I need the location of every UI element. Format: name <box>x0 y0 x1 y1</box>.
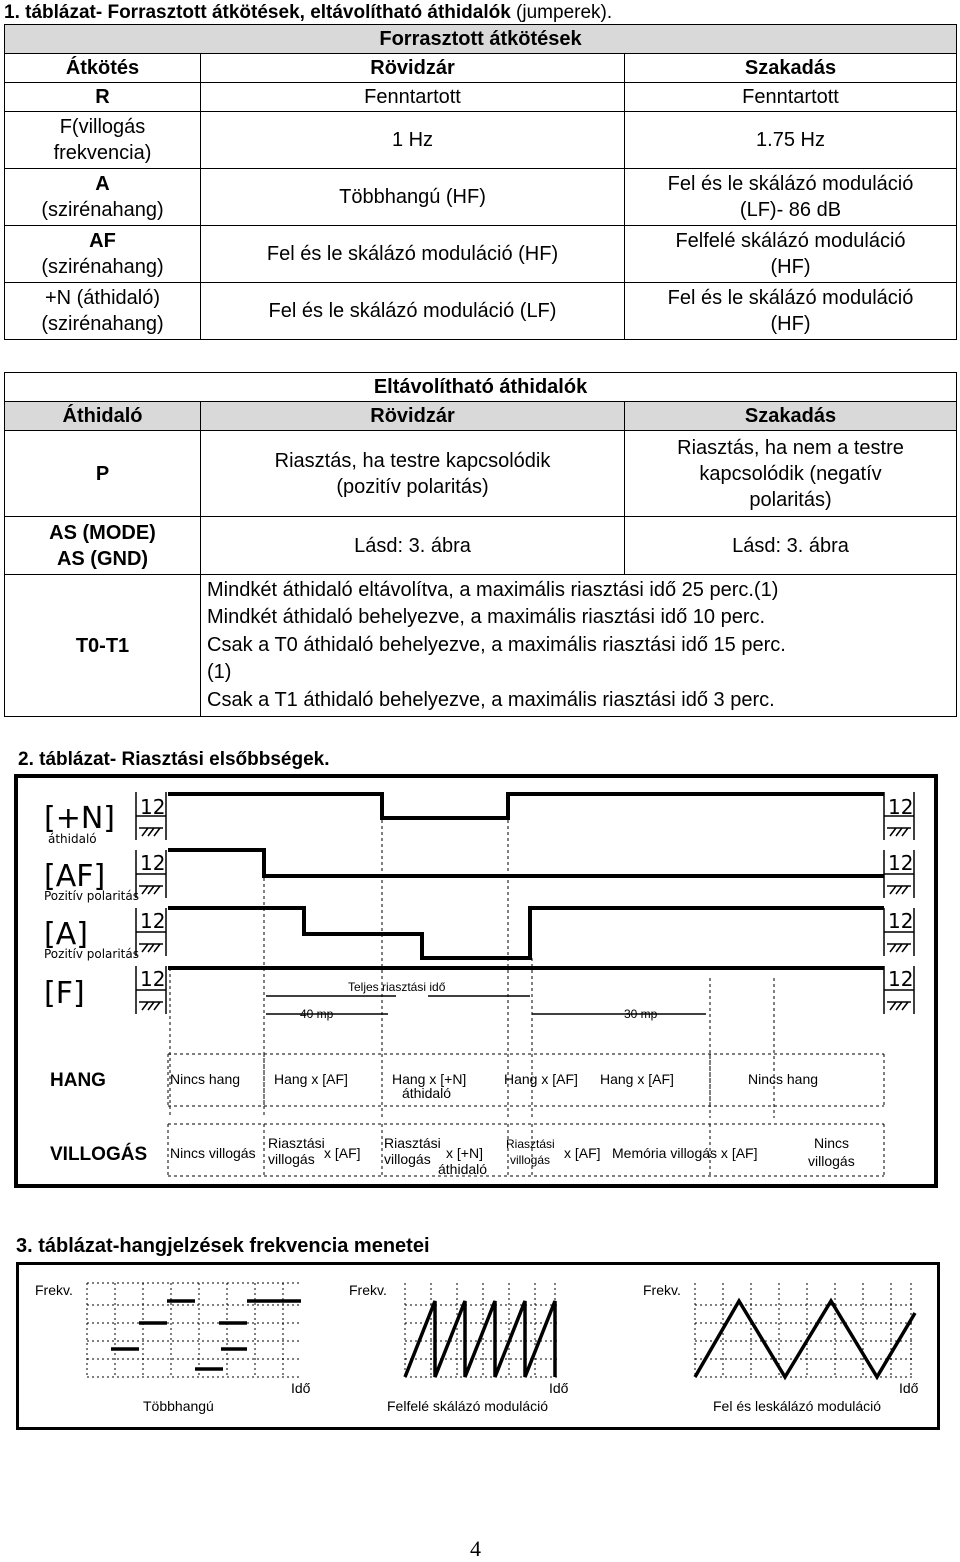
supply-12-label: 12 <box>888 851 914 875</box>
supply-12-label: 12 <box>888 967 914 991</box>
signal-tag-n: [+N] <box>44 801 115 836</box>
signal-tag-af: [AF] <box>44 859 106 894</box>
vill-seg-1: Nincs villogás <box>170 1145 256 1161</box>
row-label <box>5 169 201 226</box>
cell-line: (LF)- 86 dB <box>739 199 842 221</box>
cell-open: Fenntartott <box>625 83 957 112</box>
table-row <box>5 83 957 112</box>
cell-line: Fel és le skálázó moduláció <box>667 287 914 309</box>
row-label <box>5 283 201 340</box>
cell-short: Lásd: 3. ábra <box>201 517 625 575</box>
caption-updown-sweep: Fel és leskálázó moduláció <box>713 1398 882 1414</box>
vill-seg-6b: villogás <box>808 1153 855 1169</box>
row-label <box>5 112 201 169</box>
supply-12-label: 12 <box>888 909 914 933</box>
col-header-atkotes: Átkötés <box>5 54 201 83</box>
col-header-rovidzar: Rövidzár <box>201 54 625 83</box>
row-label-t0t1: T0-T1 <box>5 575 201 717</box>
table-row <box>5 517 957 575</box>
vill-seg-3c: x [+N] <box>446 1145 483 1161</box>
timing-diagram-svg <box>18 778 934 1184</box>
hang-seg-3: Hang x [+N] <box>392 1071 467 1087</box>
duration-30-label: 30 mp <box>624 1007 658 1021</box>
table-row <box>5 431 957 517</box>
supply-12-label: 12 <box>888 795 914 819</box>
alarm-priority-timing-diagram <box>14 774 938 1188</box>
table1b-header: Eltávolítható áthidalók <box>5 373 957 402</box>
hang-row-label: HANG <box>50 1070 106 1091</box>
cell-short: Többhangú (HF) <box>201 169 625 226</box>
frequency-patterns-box <box>16 1262 940 1430</box>
cell-short <box>201 431 625 517</box>
row-label-line: +N (áthidaló) <box>44 287 161 309</box>
table1-title-bold: 1. táblázat- Forrasztott átkötések, eltávolítható áthidalók <box>4 2 511 23</box>
cell-line: Riasztás, ha nem a testre <box>677 436 904 459</box>
updown-sweep-waveform <box>695 1301 915 1377</box>
frequency-patterns-svg <box>19 1265 937 1427</box>
supply-12-label: 12 <box>140 851 166 875</box>
waveform-n <box>168 794 884 818</box>
row-label-line: (szirénahang) <box>41 313 164 335</box>
total-alarm-time-label: Teljes riasztási idő <box>348 980 446 994</box>
waveforms <box>168 794 884 968</box>
caption-up-sweep: Felfelé skálázó moduláció <box>387 1398 549 1414</box>
cell-short: Fel és le skálázó moduláció (HF) <box>201 226 625 283</box>
cell-short: 1 Hz <box>201 112 625 169</box>
table-row <box>5 226 957 283</box>
supply-12-label: 12 <box>140 909 166 933</box>
row-label-p: P <box>5 431 201 517</box>
row-label <box>5 226 201 283</box>
cell-short: Fenntartott <box>201 83 625 112</box>
time-label-2: Idő <box>549 1380 569 1396</box>
vill-seg-3a: Riasztási <box>384 1135 441 1151</box>
table-row <box>5 169 957 226</box>
row-label-line: F(villogás <box>59 116 146 138</box>
cell-line: (pozitív polaritás) <box>336 475 489 498</box>
signal-sub-a: Pozitív polaritás <box>44 947 139 961</box>
table-row <box>5 112 957 169</box>
desc-line: Mindkét áthidaló behelyezve, a maximális riasztási idő 10 perc. <box>207 606 766 629</box>
hang-seg-4: Hang x [AF] <box>504 1071 578 1087</box>
time-label-3: Idő <box>899 1380 919 1396</box>
row-label-line: AS (GND) <box>56 547 149 570</box>
row-label-line: AS (MODE) <box>49 521 156 544</box>
waveform-af <box>168 850 884 876</box>
hang-seg-6: Nincs hang <box>748 1071 819 1087</box>
cell-line: Felfelé skálázó moduláció <box>675 230 906 252</box>
hang-seg-1: Nincs hang <box>170 1071 241 1087</box>
vill-seg-5: Memória villogás x [AF] <box>612 1145 758 1161</box>
table1-title-normal: (jumperek). <box>510 2 613 23</box>
villogas-row-label: VILLOGÁS <box>50 1144 148 1165</box>
row-label: R <box>5 83 201 112</box>
signal-tag-f: [F] <box>44 976 85 1011</box>
supply-12-label: 12 <box>140 795 166 819</box>
signal-tag-a: [A] <box>44 917 88 952</box>
vill-seg-2a: Riasztási <box>268 1135 325 1151</box>
duration-40-label: 40 mp <box>300 1007 334 1021</box>
row-label-line: (szirénahang) <box>41 199 164 221</box>
up-sweep-waveform <box>405 1301 555 1377</box>
vill-seg-3b: villogás <box>384 1151 431 1167</box>
cell-line: (HF) <box>770 256 811 278</box>
page-number: 4 <box>470 1536 481 1561</box>
cell-open <box>625 283 957 340</box>
table2-title: 2. táblázat- Riasztási elsőbbségek. <box>18 749 330 770</box>
ground-icons <box>136 792 914 1014</box>
desc-line: Mindkét áthidaló eltávolítva, a maximális riasztási idő 25 perc.(1) <box>207 578 779 601</box>
caption-multitone: Többhangú <box>143 1398 214 1414</box>
table-row <box>5 575 957 717</box>
col-header-szakadas: Szakadás <box>625 54 957 83</box>
freq-label-2: Frekv. <box>349 1282 387 1298</box>
desc-line: Csak a T0 áthidaló behelyezve, a maximális riasztási idő 15 perc. <box>207 633 786 656</box>
hang-seg-2: Hang x [AF] <box>274 1071 348 1087</box>
cell-line: Fel és le skálázó moduláció <box>667 173 914 195</box>
removable-jumpers-table <box>4 372 957 717</box>
table-row <box>5 283 957 340</box>
table1-title <box>4 2 612 24</box>
cell-line: polaritás) <box>749 488 832 511</box>
cell-line: (HF) <box>770 313 811 335</box>
col-header-szakadas: Szakadás <box>625 402 957 431</box>
cell-open <box>625 169 957 226</box>
row-label-as <box>5 517 201 575</box>
cell-t0t1-description <box>201 575 957 717</box>
cell-open <box>625 226 957 283</box>
time-label-1: Idő <box>291 1380 311 1396</box>
col-header-athidalo: Áthidaló <box>5 402 201 431</box>
vill-seg-4c: x [AF] <box>564 1145 601 1161</box>
vill-seg-2c: x [AF] <box>324 1145 361 1161</box>
vill-seg-4b: villogás <box>510 1153 551 1167</box>
hang-seg-3b: áthidaló <box>402 1085 452 1101</box>
freq-label-3: Frekv. <box>643 1282 681 1298</box>
freq-waveforms <box>111 1301 915 1377</box>
vill-seg-3d: áthidaló <box>438 1161 488 1177</box>
cell-line: kapcsolódik (negatív <box>699 462 882 485</box>
row-label-line: AF <box>89 230 116 252</box>
vill-seg-2b: villogás <box>268 1151 315 1167</box>
waveform-a <box>168 908 884 958</box>
supply-12-label: 12 <box>140 967 166 991</box>
table1-header: Forrasztott átkötések <box>5 25 957 54</box>
freq-label-1: Frekv. <box>35 1282 73 1298</box>
cell-open <box>625 431 957 517</box>
table3-title: 3. táblázat-hangjelzések frekvencia menetei <box>16 1235 430 1257</box>
signal-sub-n: áthidaló <box>48 832 97 846</box>
row-label-line: (szirénahang) <box>41 256 164 278</box>
desc-line: (1) <box>207 661 232 684</box>
cell-open: 1.75 Hz <box>625 112 957 169</box>
cell-open: Lásd: 3. ábra <box>625 517 957 575</box>
cell-short: Fel és le skálázó moduláció (LF) <box>201 283 625 340</box>
hang-seg-5: Hang x [AF] <box>600 1071 674 1087</box>
desc-line: Csak a T1 áthidaló behelyezve, a maximális riasztási idő 3 perc. <box>207 688 775 711</box>
cell-line: Riasztás, ha testre kapcsolódik <box>274 449 551 472</box>
col-header-rovidzar: Rövidzár <box>201 402 625 431</box>
row-label-line: frekvencia) <box>53 142 152 164</box>
row-label-line: A <box>95 173 110 195</box>
soldered-jumpers-table <box>4 24 957 340</box>
signal-sub-af: Pozitív polaritás <box>44 889 139 903</box>
vill-seg-4a: Riasztási <box>506 1137 555 1151</box>
vill-seg-6a: Nincs <box>814 1135 850 1151</box>
